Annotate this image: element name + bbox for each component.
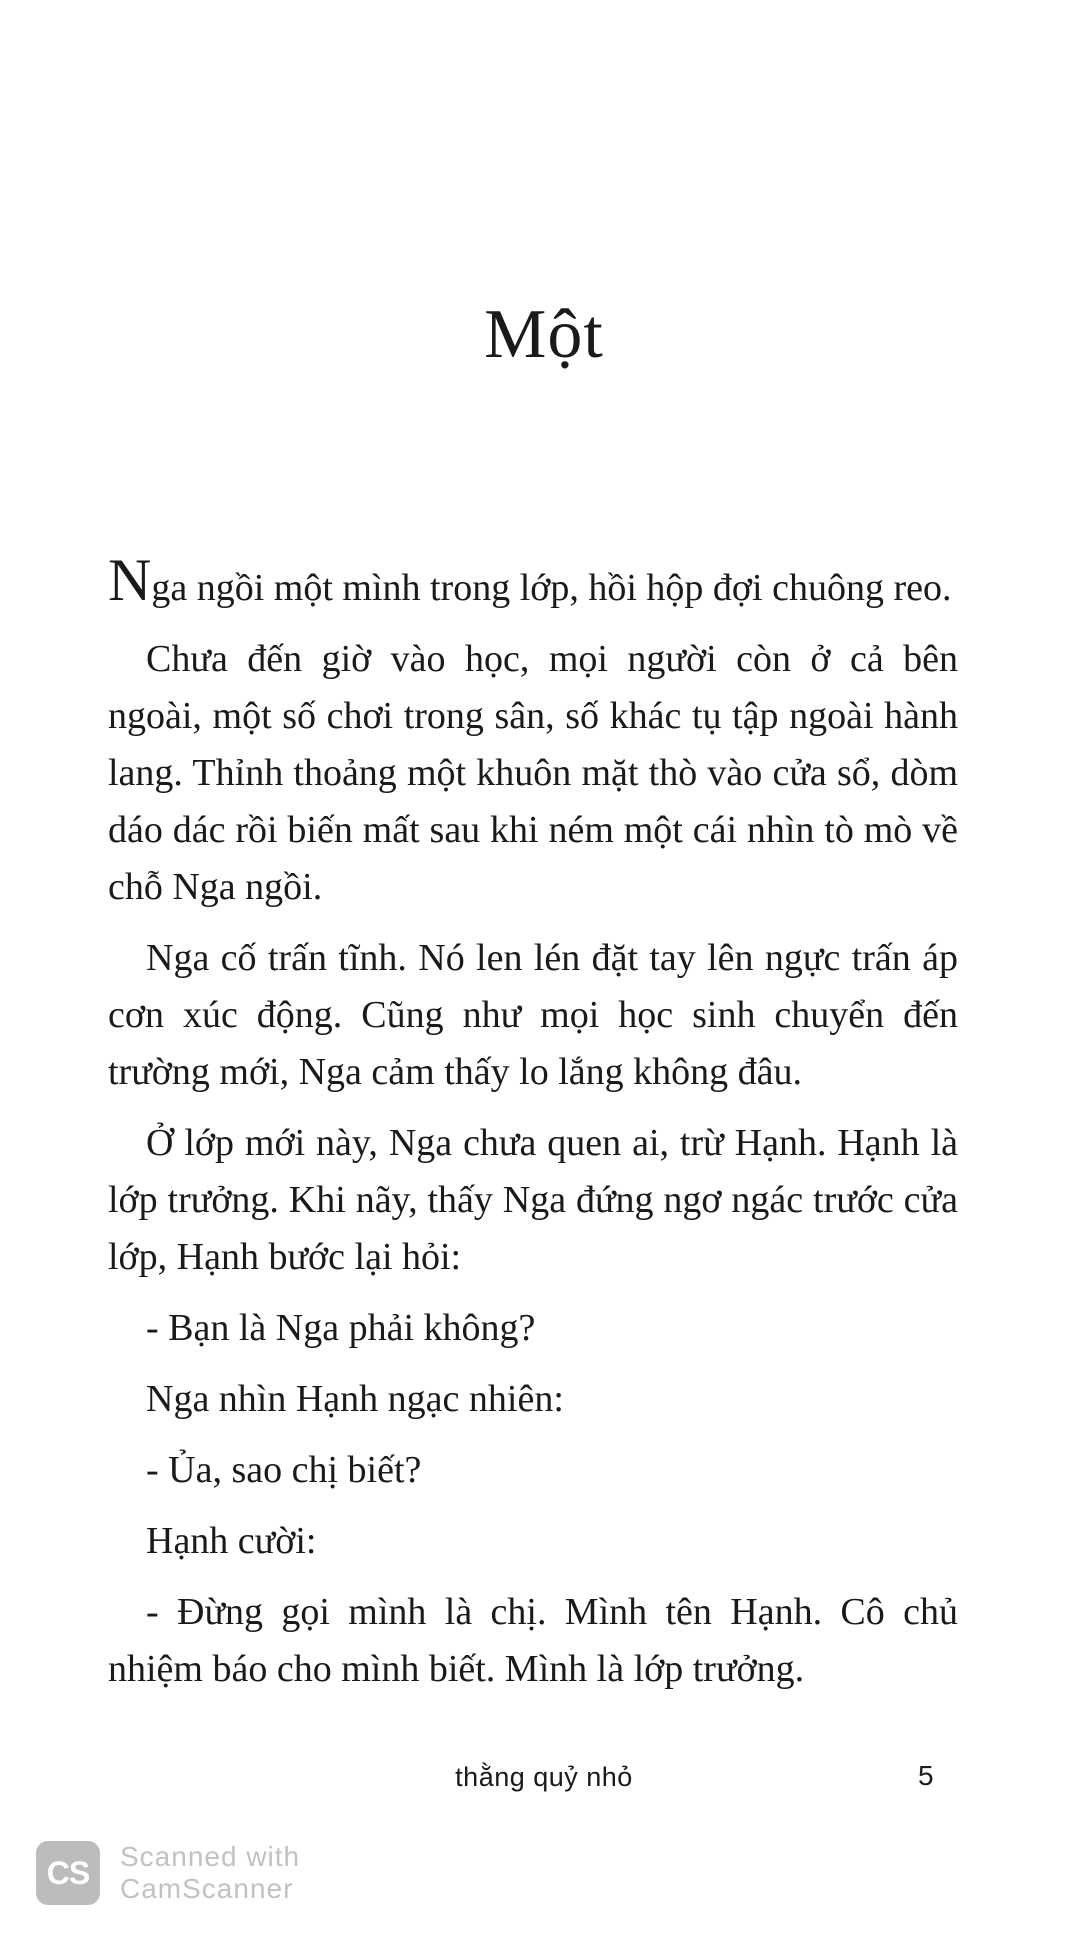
camscanner-watermark	[36, 1838, 300, 1908]
paragraph-3: Nga cố trấn tĩnh. Nó len lén đặt tay lên ngực trấn áp cơn xúc động. Cũng như mọi học sinh chuyển đến trường mới, Nga cảm thấy lo lắng không đâu.	[108, 937, 958, 1093]
drop-cap: N	[108, 547, 152, 613]
watermark-line-1: Scanned with	[120, 1841, 301, 1872]
chapter-title: Một	[484, 296, 604, 373]
paragraph-4: Ở lớp mới này, Nga chưa quen ai, trừ Hạnh. Hạnh là lớp trưởng. Khi nãy, thấy Nga đứng ngơ ngác trước cửa lớp, Hạnh bước lại hỏi:	[108, 1122, 958, 1278]
paragraph-2: Chưa đến giờ vào học, mọi người còn ở cả bên ngoài, một số chơi trong sân, số khác tụ tập ngoài hành lang. Thỉnh thoảng một khuôn mặt thò vào cửa sổ, dòm dáo dác rồi biến mất sau khi ném một cái nhìn tò mò về chỗ Nga ngồi.	[108, 638, 958, 908]
page-number: 5	[918, 1760, 934, 1791]
dialogue-line-2: - Ủa, sao chị biết?	[146, 1449, 422, 1491]
watermark-line-2: CamScanner	[120, 1873, 294, 1904]
body-text	[108, 547, 958, 1712]
watermark-text	[120, 1841, 300, 1905]
dialogue-line-3: - Đừng gọi mình là chị. Mình tên Hạnh. Cô chủ nhiệm báo cho mình biết. Mình là lớp trưởng.	[108, 1591, 958, 1690]
running-footer-title: thằng quỷ nhỏ	[455, 1762, 633, 1792]
paragraph-text: ga ngồi một mình trong lớp, hồi hộp đợi chuông reo.	[151, 567, 952, 609]
paragraph-1	[108, 547, 958, 617]
camscanner-logo-icon: CS	[36, 1841, 100, 1905]
dialogue-line-1: - Bạn là Nga phải không?	[146, 1307, 536, 1349]
paragraph-5: Nga nhìn Hạnh ngạc nhiên:	[146, 1378, 564, 1420]
paragraph-6: Hạnh cười:	[146, 1520, 317, 1562]
